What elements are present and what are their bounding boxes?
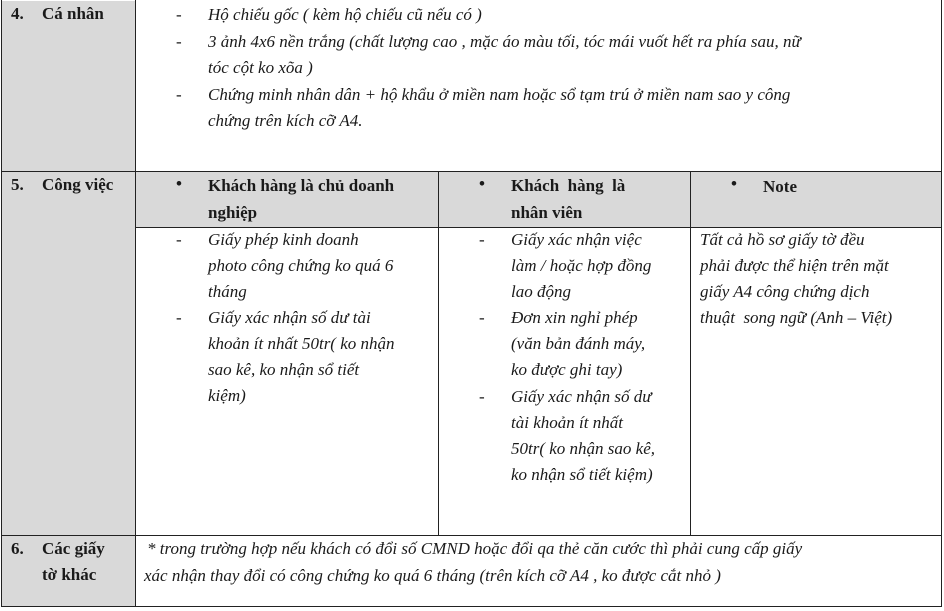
row4-item-3-line-2: chứng trên kích cỡ A4. — [208, 111, 363, 130]
dash-marker: - — [176, 230, 182, 249]
table-border-left — [1, 0, 2, 607]
col3-note-line-2: phải được thể hiện trên mặt — [700, 256, 889, 275]
col1-item-2-line-4: kiệm) — [208, 386, 246, 405]
col1-header-line-1: Khách hàng là chủ doanh — [208, 176, 395, 195]
row6-label-line-2: tờ khác — [42, 565, 97, 584]
col2-item-3-line-1: Giấy xác nhận số dư — [511, 387, 652, 406]
col2-item-3-line-2: tài khoản ít nhất — [511, 413, 623, 432]
dash-marker: - — [479, 308, 485, 327]
row6-number: 6. — [11, 539, 24, 558]
row6-label-line-1: Các giấy — [42, 539, 105, 558]
dash-marker: - — [176, 85, 182, 104]
row4-item-2-line-1: 3 ảnh 4x6 nền trắng (chất lượng cao , mặc áo màu tối, tóc mái vuốt hết ra phía sau, nữ — [208, 32, 801, 51]
col2-item-1-line-2: làm / hoặc hợp đồng — [511, 256, 652, 275]
col3-header: Note — [763, 177, 797, 196]
bullet-marker: • — [176, 174, 182, 193]
table-border-right — [941, 0, 942, 607]
dash-marker: - — [176, 308, 182, 327]
col1-item-2-line-1: Giấy xác nhận số dư tài — [208, 308, 371, 327]
col2-item-1-line-1: Giấy xác nhận việc — [511, 230, 642, 249]
table-border-bottom — [1, 606, 942, 607]
row4-item-3-line-1: Chứng minh nhân dân + hộ khẩu ở miền nam hoặc sổ tạm trú ở miền nam sao y công — [208, 85, 791, 104]
row5-col-divider-2 — [690, 171, 691, 536]
col3-note-line-1: Tất cả hồ sơ giấy tờ đều — [700, 230, 865, 249]
row4-label-cell — [2, 1, 135, 171]
col1-item-2-line-3: sao kê, ko nhận sổ tiết — [208, 360, 360, 379]
col2-item-3-line-4: ko nhận sổ tiết kiệm) — [511, 465, 653, 484]
col2-item-3-line-3: 50tr( ko nhận sao kê, — [511, 439, 656, 458]
col2-header-line-1: Khách hàng là — [511, 176, 626, 195]
bullet-marker: • — [479, 174, 485, 193]
col1-item-1-line-2: photo công chứng ko quá 6 — [208, 256, 394, 275]
row6-text-line-1: * trong trường hợp nếu khách có đổi số CMND hoặc đổi qa thẻ căn cước thì phải cung cấp giấy — [147, 539, 803, 558]
col2-item-1-line-3: lao động — [511, 282, 571, 301]
col1-item-2-line-2: khoản ít nhất 50tr( ko nhận — [208, 334, 395, 353]
col2-item-2-line-3: ko được ghi tay) — [511, 360, 623, 379]
label-column-divider — [135, 0, 136, 607]
row4-row5-divider — [1, 171, 942, 172]
dash-marker: - — [479, 387, 485, 406]
row4-label: Cá nhân — [42, 4, 104, 23]
bullet-marker: • — [731, 174, 737, 193]
dash-marker: - — [479, 230, 485, 249]
row5-label: Công việc — [42, 175, 114, 194]
col3-note-line-3: giấy A4 công chứng dịch — [700, 282, 870, 301]
col2-header-line-2: nhân viên — [511, 203, 583, 222]
col1-header-line-2: nghiệp — [208, 203, 258, 222]
col2-item-2-line-2: (văn bản đánh máy, — [511, 334, 646, 353]
col3-note-line-4: thuật song ngữ (Anh – Việt) — [700, 308, 893, 327]
row5-label-cell — [2, 172, 135, 535]
dash-marker: - — [176, 32, 182, 51]
col2-item-2-line-1: Đơn xin nghỉ phép — [511, 308, 638, 327]
row4-item-2-line-2: tóc cột ko xõa ) — [208, 58, 313, 77]
row4-number: 4. — [11, 4, 24, 23]
row5-number: 5. — [11, 175, 24, 194]
col1-item-1-line-3: tháng — [208, 282, 247, 301]
col1-item-1-line-1: Giấy phép kinh doanh — [208, 230, 359, 249]
row6-text-line-2: xác nhận thay đổi có công chứng ko quá 6 tháng (trên kích cỡ A4 , ko được cắt nhỏ ) — [144, 566, 721, 585]
row5-col-divider-1 — [438, 171, 439, 536]
row5-header-col3 — [691, 172, 941, 227]
dash-marker: - — [176, 5, 182, 24]
row4-item-1-line-1: Hộ chiếu gốc ( kèm hộ chiếu cũ nếu có ) — [208, 5, 482, 24]
